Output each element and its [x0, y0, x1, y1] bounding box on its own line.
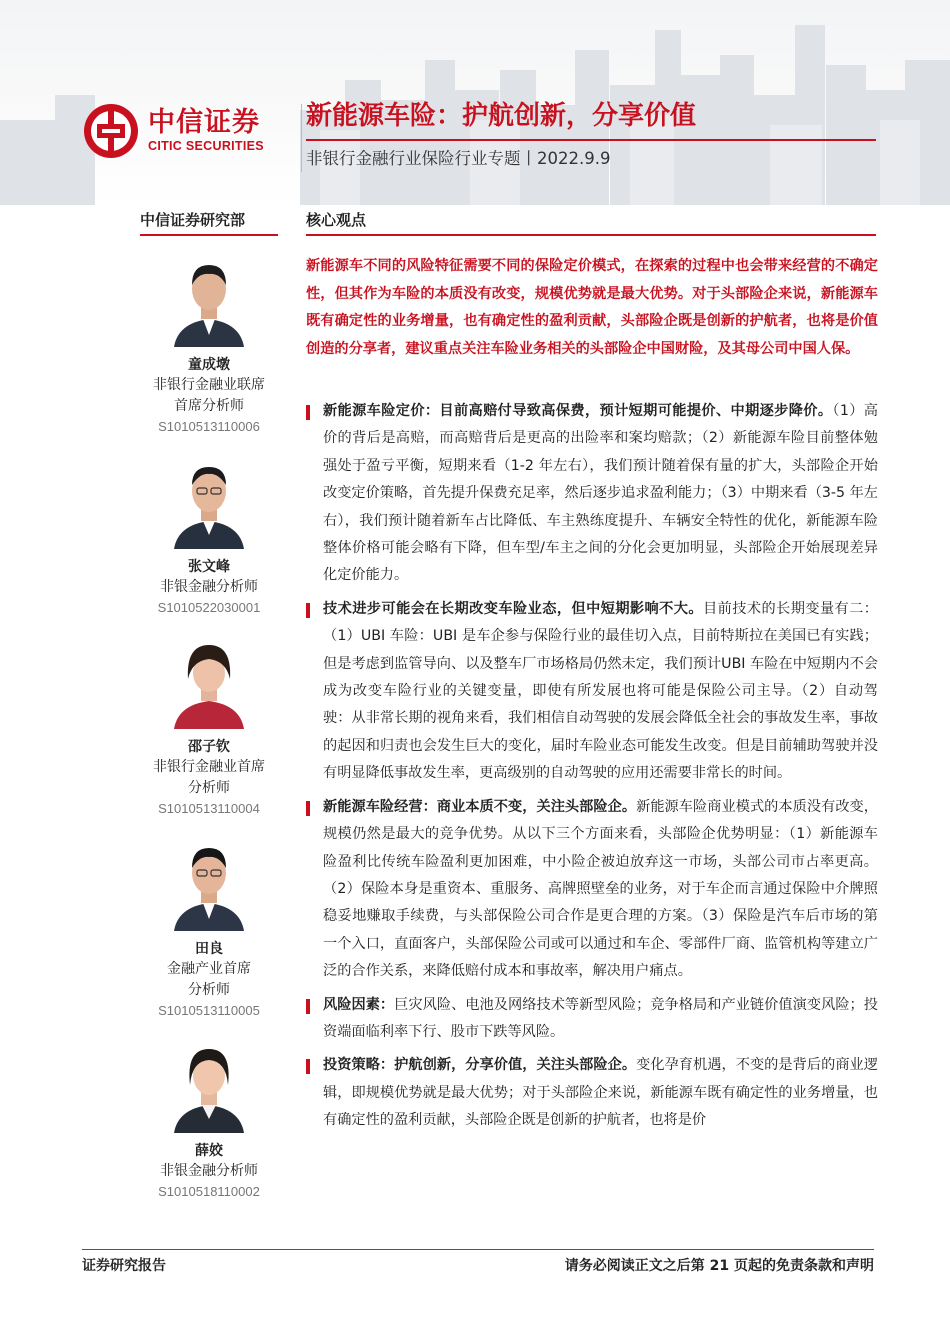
- analyst-card: [140, 1039, 278, 1202]
- analyst-name: 邵子钦: [188, 739, 230, 755]
- analyst-photo-icon: [170, 1039, 248, 1133]
- bullet-marker: [306, 999, 310, 1014]
- key-point: [306, 398, 878, 590]
- analyst-title: 首席分析师: [174, 398, 244, 414]
- title-rule: [306, 139, 876, 141]
- analyst-license-id: S1010513110006: [158, 419, 260, 434]
- analyst-title: 非银金融分析师: [160, 579, 258, 595]
- key-point-body: 目前技术的长期变量有二：（1）UBI 车险：UBI 是车企参与保险行业的最佳切入点，目前特斯拉在美国已有实践；但是考虑到监管导向、以及整车厂市场格局仍然未定，我们预计UBI 车险在中短期内不会成为改变车险行业的关键变量，即使有所发展也将可能是保险公司主导。（2）自动驾驶：从非常长期的视角来看，我们相信自动驾驶的发展会降低全社会的事故发生率，事故的起因和归责也会发生巨大的变化，届时车险业态可能发生改变。但是目前辅助驾驶并没有明显降低事故发生率，更高级别的自动驾驶的应用还需要非常长的时间。: [323, 600, 878, 782]
- analyst-license-id: S1010513110004: [158, 801, 260, 816]
- analyst-card: [140, 253, 278, 437]
- analyst-license-id: S1010518110002: [158, 1184, 260, 1199]
- bullet-marker: [306, 603, 310, 618]
- analyst-photo-icon: [170, 253, 248, 347]
- footer-disclaimer: 请务必阅读正文之后第 21 页起的免责条款和声明: [564, 1258, 874, 1274]
- analyst-name: 薛姣: [195, 1143, 223, 1159]
- analyst-title: 非银金融分析师: [160, 1163, 258, 1179]
- key-point-body: （1）高价的背后是高赔，而高赔背后是更高的出险率和案均赔款；（2）新能源车险目前整体勉强处于盈亏平衡，短期来看（1-2 年左右），我们预计随着保有量的扩大，头部险企开始改变定价策略，首先提升保费充足率，然后逐步追求盈利能力；（3）中期来看（3-5 年左右），我们预计随着新车占比降低、车主熟练度提升、车辆安全特性的优化，新能源车险整体价格可能会略有下降，但车型/车主之间的分化会更加明显，头部险企开始展现差异化定价能力。: [323, 403, 878, 584]
- core-view-lead: 新能源车不同的风险特征需要不同的保险定价模式，在探索的过程中也会带来经营的不确定性，但其作为车险的本质没有改变，规模优势就是最大优势。对于头部险企来说，新能源车既有确定性的业务增量，也有确定性的盈利贡献，头部险企既是创新的护航者，也将是价值创造的分享者，建议重点关注车险业务相关的头部险企中国财险，及其母公司中国人保。: [306, 258, 878, 357]
- header-banner: [0, 0, 950, 205]
- key-point-body: 巨灾风险、电池及网络技术等新型风险；竞争格局和产业链价值演变风险；投资端面临利率下行、股市下跌等风险。: [323, 996, 878, 1040]
- analyst-title: 非银行金融业联席: [153, 377, 265, 393]
- report-subtitle: 非银行金融行业保险行业专题丨2022.9.9: [306, 149, 611, 168]
- research-dept-heading: 中信证券研究部: [140, 211, 246, 229]
- analyst-name: 田良: [195, 941, 223, 957]
- key-point-body: 变化孕育机遇，不变的是背后的商业逻辑，即规模优势就是最大优势；对于头部险企来说，新能源车既有确定性的业务增量，也有确定性的盈利贡献，头部险企既是创新的护航者，也将是价: [323, 1057, 878, 1129]
- analyst-title: 分析师: [188, 780, 230, 796]
- analyst-title: 金融产业首席: [167, 961, 251, 977]
- key-point-heading: 新能源车险定价：目前高赔付导致高保费，预计短期可能提价、中期逐步降价。: [323, 403, 833, 419]
- key-points-list: [306, 398, 878, 1141]
- analyst-card: [140, 635, 278, 819]
- bullet-marker: [306, 801, 310, 816]
- key-point-heading: 投资策略：护航创新，分享价值，关注头部险企。: [323, 1057, 637, 1074]
- key-point: [306, 596, 878, 788]
- key-point-heading: 新能源车险经营：商业本质不变，关注头部险企。: [323, 798, 637, 815]
- citic-logo-icon: [82, 102, 140, 160]
- footer-rule: [82, 1249, 874, 1250]
- analyst-card: [140, 837, 278, 1021]
- key-point: [306, 992, 878, 1047]
- bullet-marker: [306, 1059, 310, 1074]
- key-point: [306, 794, 878, 986]
- logo-name-cn: 中信证券: [148, 107, 260, 138]
- logo-name-en: CITIC SECURITIES: [148, 139, 264, 153]
- bullet-marker: [306, 405, 310, 420]
- key-point-body: 新能源车险商业模式的本质没有改变，规模仍然是最大的竞争优势。从以下三个方面来看，头部险企优势明显：（1）新能源车险盈利比传统车险盈利更加困难，中小险企被迫放弃这一市场，头部公司市占率更高。（2）保险本身是重资本、重服务、高牌照壁垒的业务，对于车企而言通过保险中介牌照稳妥地赚取手续费，与头部保险公司合作是更合理的方案。（3）保险是汽车后市场的第一个入口，直面客户，头部保险公司或可以通过和车企、零部件厂商、监管机构等建立广泛的合作关系，来降低赔付成本和事故率，解决用户痛点。: [323, 798, 878, 980]
- analyst-title: 分析师: [188, 982, 230, 998]
- core-view-heading: 核心观点: [306, 211, 367, 229]
- analyst-photo-icon: [170, 837, 248, 931]
- analyst-name: 童成墩: [188, 357, 230, 373]
- key-point-heading: 技术进步可能会在长期改变车险业态，但中短期影响不大。: [323, 600, 704, 617]
- footer-report-type: 证券研究报告: [82, 1258, 166, 1274]
- analyst-card: [140, 455, 278, 618]
- key-point-heading: 风险因素：: [323, 996, 395, 1013]
- analyst-name: 张文峰: [188, 559, 230, 575]
- logo-divider: [301, 104, 302, 172]
- analyst-title: 非银行金融业首席: [153, 759, 265, 775]
- analyst-license-id: S1010522030001: [157, 600, 261, 615]
- report-title: 新能源车险：护航创新，分享价值: [306, 101, 697, 131]
- core-view-rule: [306, 234, 876, 236]
- key-point: [306, 1052, 878, 1134]
- analyst-photo-icon: [170, 635, 248, 729]
- analyst-photo-icon: [170, 455, 248, 549]
- research-dept-rule: [140, 234, 278, 236]
- citic-logo: [82, 101, 292, 161]
- analyst-license-id: S1010513110005: [158, 1003, 260, 1018]
